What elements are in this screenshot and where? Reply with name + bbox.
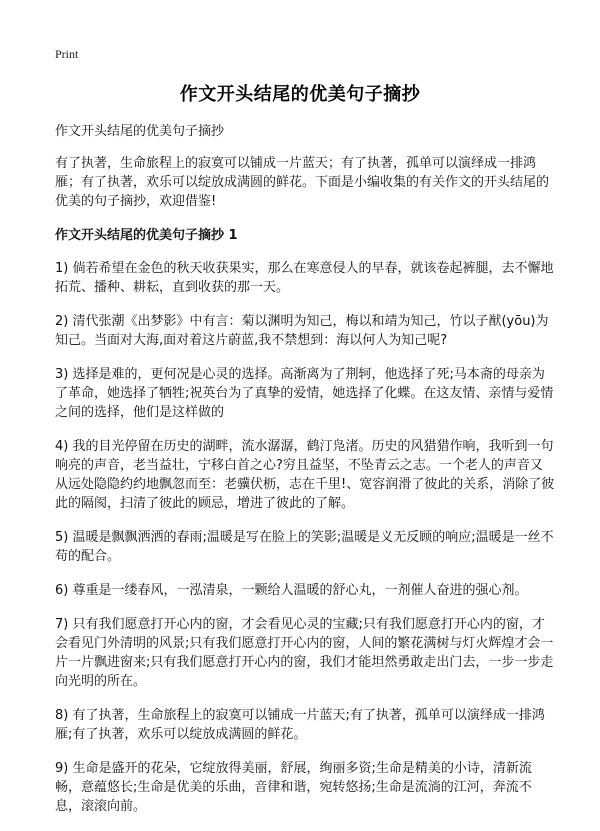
list-item: 5) 温暖是飘飘洒洒的春雨;温暖是写在脸上的笑影;温暖是义无反顾的响应;温暖是一丝不苟的配合。	[55, 530, 554, 564]
article-body	[55, 122, 555, 831]
list-item: 3) 选择是难的，更何况是心灵的选择。高渐离为了荆轲，他选择了死;马本斋的母亲为了革命，她选择了牺牲;祝英台为了真挚的爱情，她选择了化蝶。在这友情、亲情与爱情之间的选择，他们是这样做的	[55, 367, 554, 420]
section-heading: 作文开头结尾的优美句子摘抄 1	[55, 228, 238, 243]
page-title: 作文开头结尾的优美句子摘抄	[179, 84, 421, 105]
list-item: 7) 只有我们愿意打开心内的窗，才会看见心灵的宝藏;只有我们愿意打开心内的窗，才会看见门外清明的风景;只有我们愿意打开心内的窗，人间的繁花满树与灯火辉煌才会一片一片飘进窗来;只有我们愿意打开心内的窗，我们才能坦然勇敢走出门去，一步一步走向光明的所在。	[55, 617, 554, 689]
list-item: 4) 我的目光停留在历史的湖畔，流水潺潺，鹤汀凫渚。历史的风猎猎作响，我听到一句响亮的声音，老当益壮，宁移白首之心?穷且益坚，不坠青云之志。一个老人的声音又从远处隐隐约约地飘忽而至：老骥伏枥，志在千里!、宽容润滑了彼此的关系，消除了彼此的隔阂，扫清了彼此的顾忌，增进了彼此的了解。	[55, 439, 555, 511]
list-item: 2) 清代张潮《出梦影》中有言：菊以渊明为知己，梅以和靖为知己，竹以子猷(yōu)为知己。当面对大海,面对着这片蔚蓝,我不禁想到：海以何人为知己呢?	[55, 314, 549, 348]
list-item: 6) 尊重是一缕春风，一泓清泉，一颗给人温暖的舒心丸，一剂催人奋进的强心剂。	[55, 583, 528, 598]
list-item: 1) 倘若希望在金色的秋天收获果实，那么在寒意侵人的早春，就该卷起裤腿，去不懈地拓荒、播种、耕耘，直到收获的那一天。	[55, 261, 554, 295]
intro-paragraph: 有了执著，生命旅程上的寂寞可以铺成一片蓝天；有了执著，孤单可以演绎成一排鸿雁；有了执著，欢乐可以绽放成满圆的鲜花。下面是小编收集的有关作文的开头结尾的优美的句子摘抄，欢迎借鉴!	[55, 156, 550, 209]
list-item: 8) 有了执著，生命旅程上的寂寞可以铺成一片蓝天;有了执著，孤单可以演绎成一排鸿雁;有了执著，欢乐可以绽放成满圆的鲜花。	[55, 708, 545, 742]
print-link[interactable]: Print	[55, 47, 79, 61]
list-item: 9) 生命是盛开的花朵，它绽放得美丽，舒展，绚丽多资;生命是精美的小诗，清新流畅，意蕴悠长;生命是优美的乐曲，音律和谐，宛转悠扬;生命是流淌的江河，奔流不息，滚滚向前。	[55, 761, 532, 814]
article-subtitle: 作文开头结尾的优美句子摘抄	[55, 124, 225, 139]
